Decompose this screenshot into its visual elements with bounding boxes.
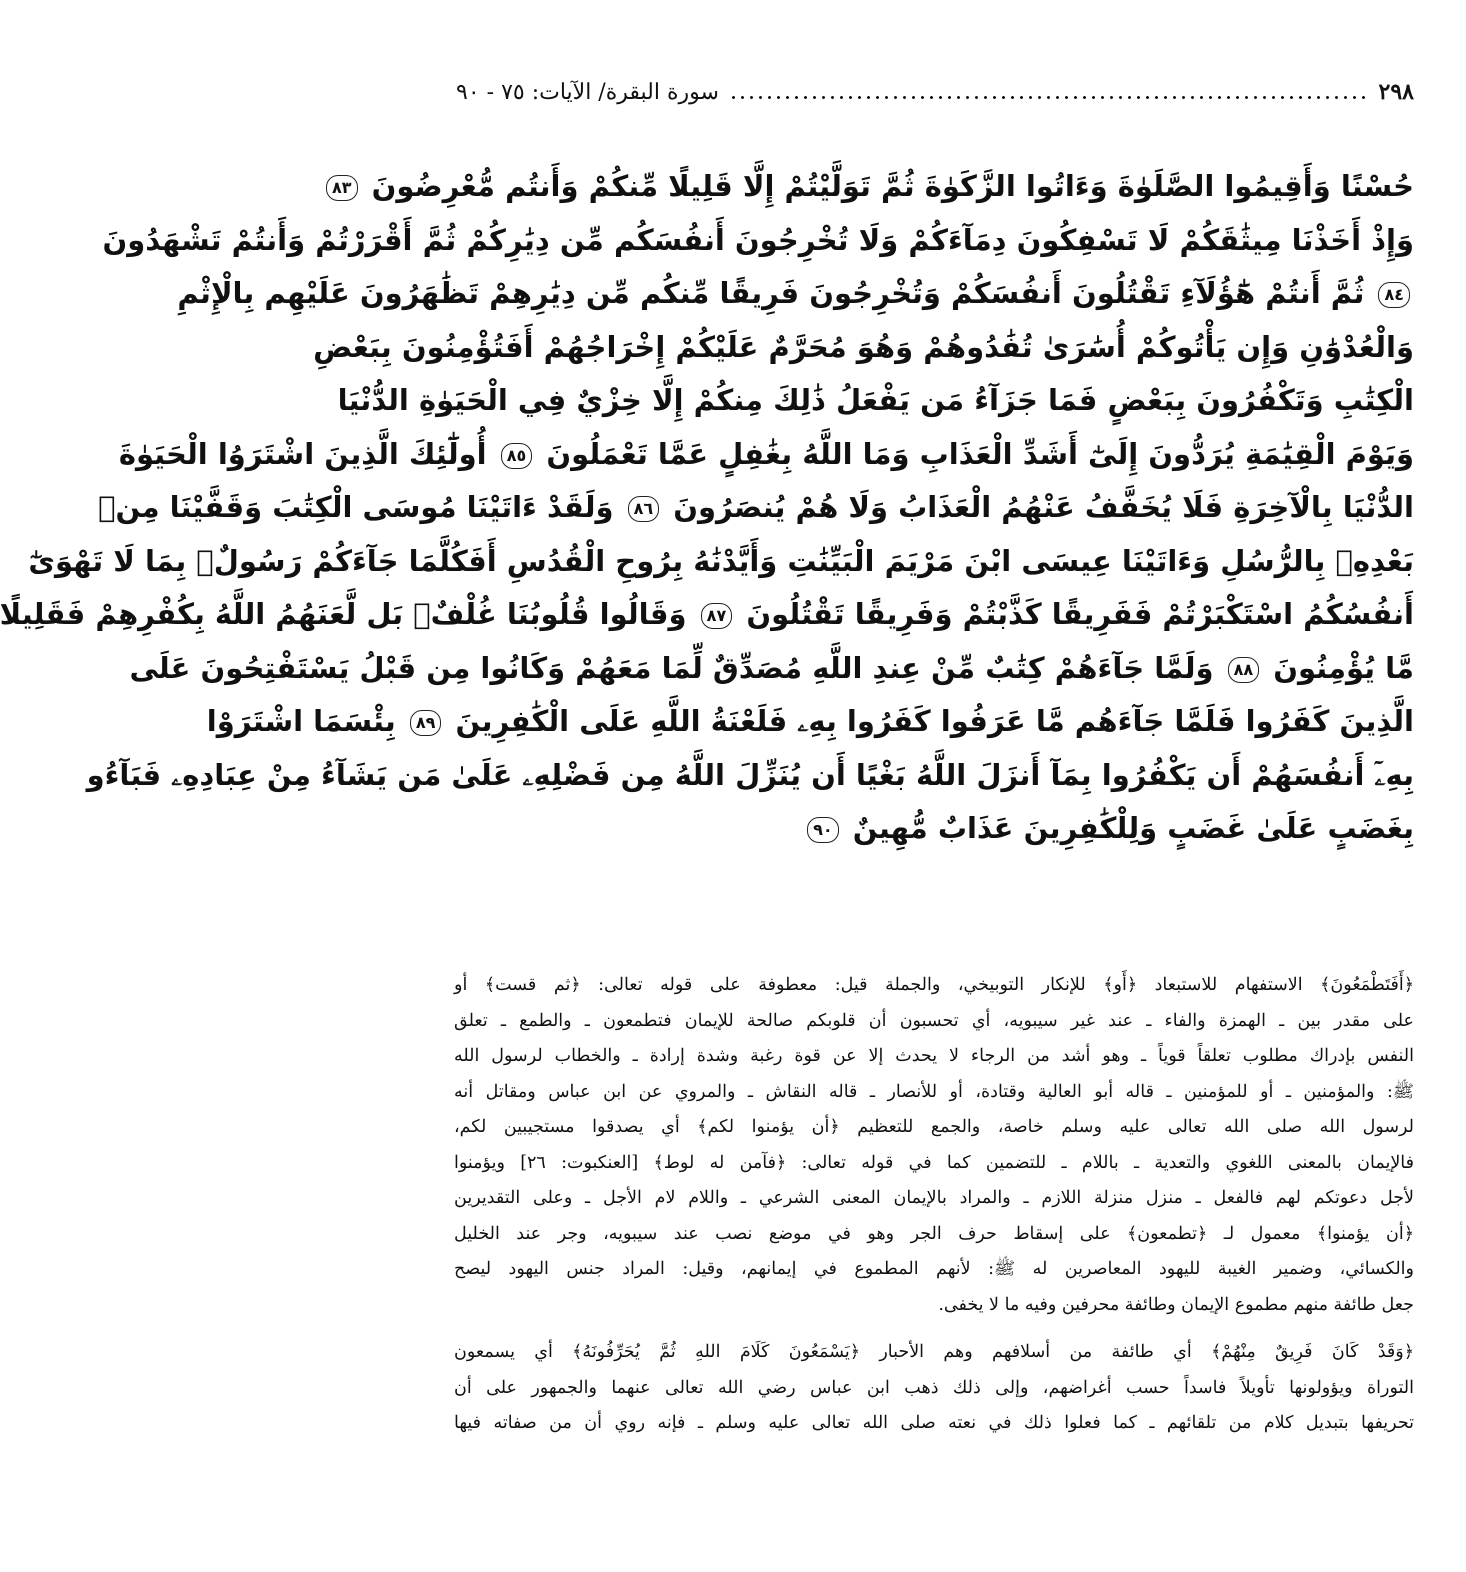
verse-line [86,749,1414,803]
ayah-number-marker: ٨٣ [326,175,358,201]
commentary-line: لأجل دعوتكم لهم فالفعل ـ منزل منزلة اللازم ـ والمراد بالإيمان المعنى الشرعي ـ واللام لام الأجل ـ وعلى التقديرين [454,1188,1414,1208]
verse-text: وَقَالُوا قُلُوبُنَا غُلْفٌۢ بَل لَّعَنَهُمُ اللَّهُ بِكُفْرِهِمْ فَقَلِيلًا [0,597,687,631]
commentary-line: تحريفها بتبديل كلام من تلقائهم ـ كما فعلوا ذلك في نعته صلى الله تعالى عليه وسلم ـ فإنه روي أن من صفاته فيها [454,1413,1414,1433]
commentary-line: ﷺ: والمؤمنين ـ أو للمؤمنين ـ قاله أبو العالية وقتادة، أو للأنصار ـ قاله النقاش ـ والمروي عن ابن عباس ومقاتل أنه [454,1081,1414,1102]
verse-line [118,428,1414,482]
verse-text: الدُّنْيَا بِالْآخِرَةِ فَلَا يُخَفَّفُ عَنْهُمُ الْعَذَابُ وَلَا هُمْ يُنصَرُونَ [673,490,1414,524]
verse-line [28,535,1414,589]
quran-verses [0,160,1414,856]
verse-text: وَلَمَّا جَآءَهُمْ كِتَٰبٌ مِّنْ عِندِ اللَّهِ مُصَدِّقٌ لِّمَا مَعَهُمْ وَكَانُوا مِن قَبْلُ يَسْتَفْتِحُونَ عَلَى [129,650,1214,685]
verse-text: أُولَٰٓئِكَ الَّذِينَ اشْتَرَوُا الْحَيَوٰةَ [118,436,487,471]
ayah-number-marker: ٨٥ [501,443,533,469]
verse-text: بِغَضَبٍ عَلَىٰ غَضَبٍ وَلِلْكَٰفِرِينَ عَذَابٌ مُّهِينٌ [852,811,1414,845]
verse-text: الَّذِينَ كَفَرُوا فَلَمَّا جَآءَهُم مَّا عَرَفُوا كَفَرُوا بِهِۦ فَلَعْنَةُ اللَّهِ عَلَى الْكَٰفِرِينَ [455,704,1414,738]
verse-line [332,160,1414,214]
ayah-number-marker: ٩٠ [807,817,839,843]
ayah-number-marker: ٨٤ [1378,282,1410,308]
commentary-line: ﴿أَفَتَطْمَعُونَ﴾ الاستفهام للاستبعاد ﴿أَو﴾ للإنكار التوبيخي، والجملة قيل: معطوفة على قوله تعالى: ﴿ثم قست﴾ أو [454,975,1414,995]
page-number: ٢٩٨ [1378,79,1414,105]
ayah-number-marker: ٨٦ [628,496,660,522]
ayah-number-marker: ٨٨ [1228,657,1260,683]
verse-text: الْكِتَٰبِ وَتَكْفُرُونَ بِبَعْضٍ فَمَا جَزَآءُ مَن يَفْعَلُ ذَٰلِكَ مِنكُمْ إِلَّا خِزْيٌ فِي الْحَيَوٰةِ الدُّنْيَا [337,383,1414,417]
ayah-number-marker: ٨٩ [410,710,442,736]
commentary-line: ﴿أن يؤمنوا﴾ معمول لـ ﴿تطمعون﴾ على إسقاط حرف الجر وهو في موضع نصب عند سيبويه، وجر عند الخليل [454,1223,1414,1244]
verse-line [337,374,1414,428]
commentary-line: جعل طائفة منهم مطموع الإيمان وطائفة محرفين وفيه ما لا يخفى. [938,1294,1414,1315]
verse-text: مَّا يُؤْمِنُونَ [1273,650,1414,685]
verse-text: بِهِۦٓ أَنفُسَهُمْ أَن يَكْفُرُوا بِمَآ أَنزَلَ اللَّهُ بَغْيًا أَن يُنَزِّلَ اللَّهُ مِن فَضْلِهِۦ عَلَىٰ مَن يَشَآءُ مِنْ عِبَادِهِۦ فَبَآءُو [86,757,1414,792]
verse-text: حُسْنًا وَأَقِيمُوا الصَّلَوٰةَ وَءَاتُوا الزَّكَوٰةَ ثُمَّ تَوَلَّيْتُمْ إِلَّا قَلِيلًا مِّنكُمْ وَأَنتُم مُّعْرِضُونَ [371,169,1414,203]
verse-line [98,481,1414,535]
verse-line [0,588,1414,642]
surah-title: سورة البقرة/ الآيات: ٧٥ - ٩٠ [456,79,719,105]
commentary-line: على مقدر بين ـ الهمزة والفاء ـ عند غير سيبويه، أي تحسبون أن قلوبكم صالحة للإيمان فتطمعون ـ والطمع ـ تعلق [454,1010,1414,1031]
commentary-line: لرسول الله صلى الله تعالى عليه وسلم خاصة، والجمع للتعظيم ﴿أن يؤمنوا لكم﴾ أي يصدقوا مستجيبين لكم، [454,1117,1414,1137]
verse-text: أَنفُسُكُمُ اسْتَكْبَرْتُمْ فَفَرِيقًا كَذَّبْتُمْ وَفَرِيقًا تَقْتُلُونَ [746,597,1414,631]
running-header [456,72,1414,112]
verse-text: بِئْسَمَا اشْتَرَوْا [206,704,396,738]
verse-text: بَعْدِهِۦ بِالرُّسُلِ وَءَاتَيْنَا عِيسَى ابْنَ مَرْيَمَ الْبَيِّنَٰتِ وَأَيَّدْنَٰهُ بِرُوحِ الْقُدُسِ أَفَكُلَّمَا جَآءَكُمْ رَسُولٌۢ بِمَا لَا تَهْوَىٰٓ [28,543,1414,578]
tafsir-commentary [454,968,1414,1442]
verse-line [102,214,1414,268]
commentary-line: ﴿وَقَدْ كَانَ فَرِيقٌ مِنْهُمْ﴾ أي طائفة من أسلافهم وهم الأحبار ﴿يَسْمَعُونَ كَلَامَ اللهِ ثُمَّ يُحَرِّفُونَهُ﴾ أي يسمعون [454,1342,1414,1362]
verse-text: وَالْعُدْوَٰنِ وَإِن يَأْتُوكُمْ أُسَٰرَىٰ تُفَٰدُوهُمْ وَهُوَ مُحَرَّمٌ عَلَيْكُمْ إِخْرَاجُهُمْ أَفَتُؤْمِنُونَ بِبَعْضِ [313,329,1414,364]
verse-text: ثُمَّ أَنتُمْ هَٰٓؤُلَآءِ تَقْتُلُونَ أَنفُسَكُمْ وَتُخْرِجُونَ فَرِيقًا مِّنكُم مِّن دِيَٰرِهِمْ تَظَٰهَرُونَ عَلَيْهِم بِالْإِثْمِ [177,276,1365,310]
verse-line [129,642,1414,696]
commentary-line: فالإيمان بالمعنى اللغوي والتعدية ـ باللام ـ للتضمين كما في قوله تعالى: ﴿فآمن له لوط﴾ [العنكبوت: ٢٦] ويؤمنوا [454,1152,1414,1173]
verse-line [206,695,1414,749]
verse-text: وَإِذْ أَخَذْنَا مِيثَٰقَكُمْ لَا تَسْفِكُونَ دِمَآءَكُمْ وَلَا تُخْرِجُونَ أَنفُسَكُم مِّن دِيَٰرِكُمْ ثُمَّ أَقْرَرْتُمْ وَأَنتُمْ تَشْهَدُونَ [102,222,1414,257]
paragraph-gap [454,1323,1414,1335]
commentary-line: والكسائي، وضمير الغيبة لليهود المعاصرين له ﷺ: لأنهم المطموع في إيمانهم، وقيل: المراد جنس اليهود ليصح [454,1259,1414,1279]
ayah-number-marker: ٨٧ [701,603,733,629]
verse-line [454,802,1414,856]
commentary-line: التوراة ويؤولونها تأويلاً فاسداً حسب أغراضهم، وإلى ذلك ذهب ابن عباس رضي الله تعالى عنهما والجمهور على أن [454,1377,1414,1398]
verse-line [313,321,1414,375]
header-dotted-leader [729,96,1369,99]
verse-line [177,267,1414,321]
verse-text: وَيَوْمَ الْقِيَٰمَةِ يُرَدُّونَ إِلَىٰٓ أَشَدِّ الْعَذَابِ وَمَا اللَّهُ بِغَٰفِلٍ عَمَّا تَعْمَلُونَ [546,436,1414,471]
commentary-line: النفس بإدراك مطلوب تعلقاً قوياً ـ وهو أشد من الرجاء لا يحدث إلا عن قوة رغبة وشدة إرادة ـ والخطاب لرسول الله [454,1046,1414,1066]
verse-text: وَلَقَدْ ءَاتَيْنَا مُوسَى الْكِتَٰبَ وَقَفَّيْنَا مِنۢ [98,490,614,524]
